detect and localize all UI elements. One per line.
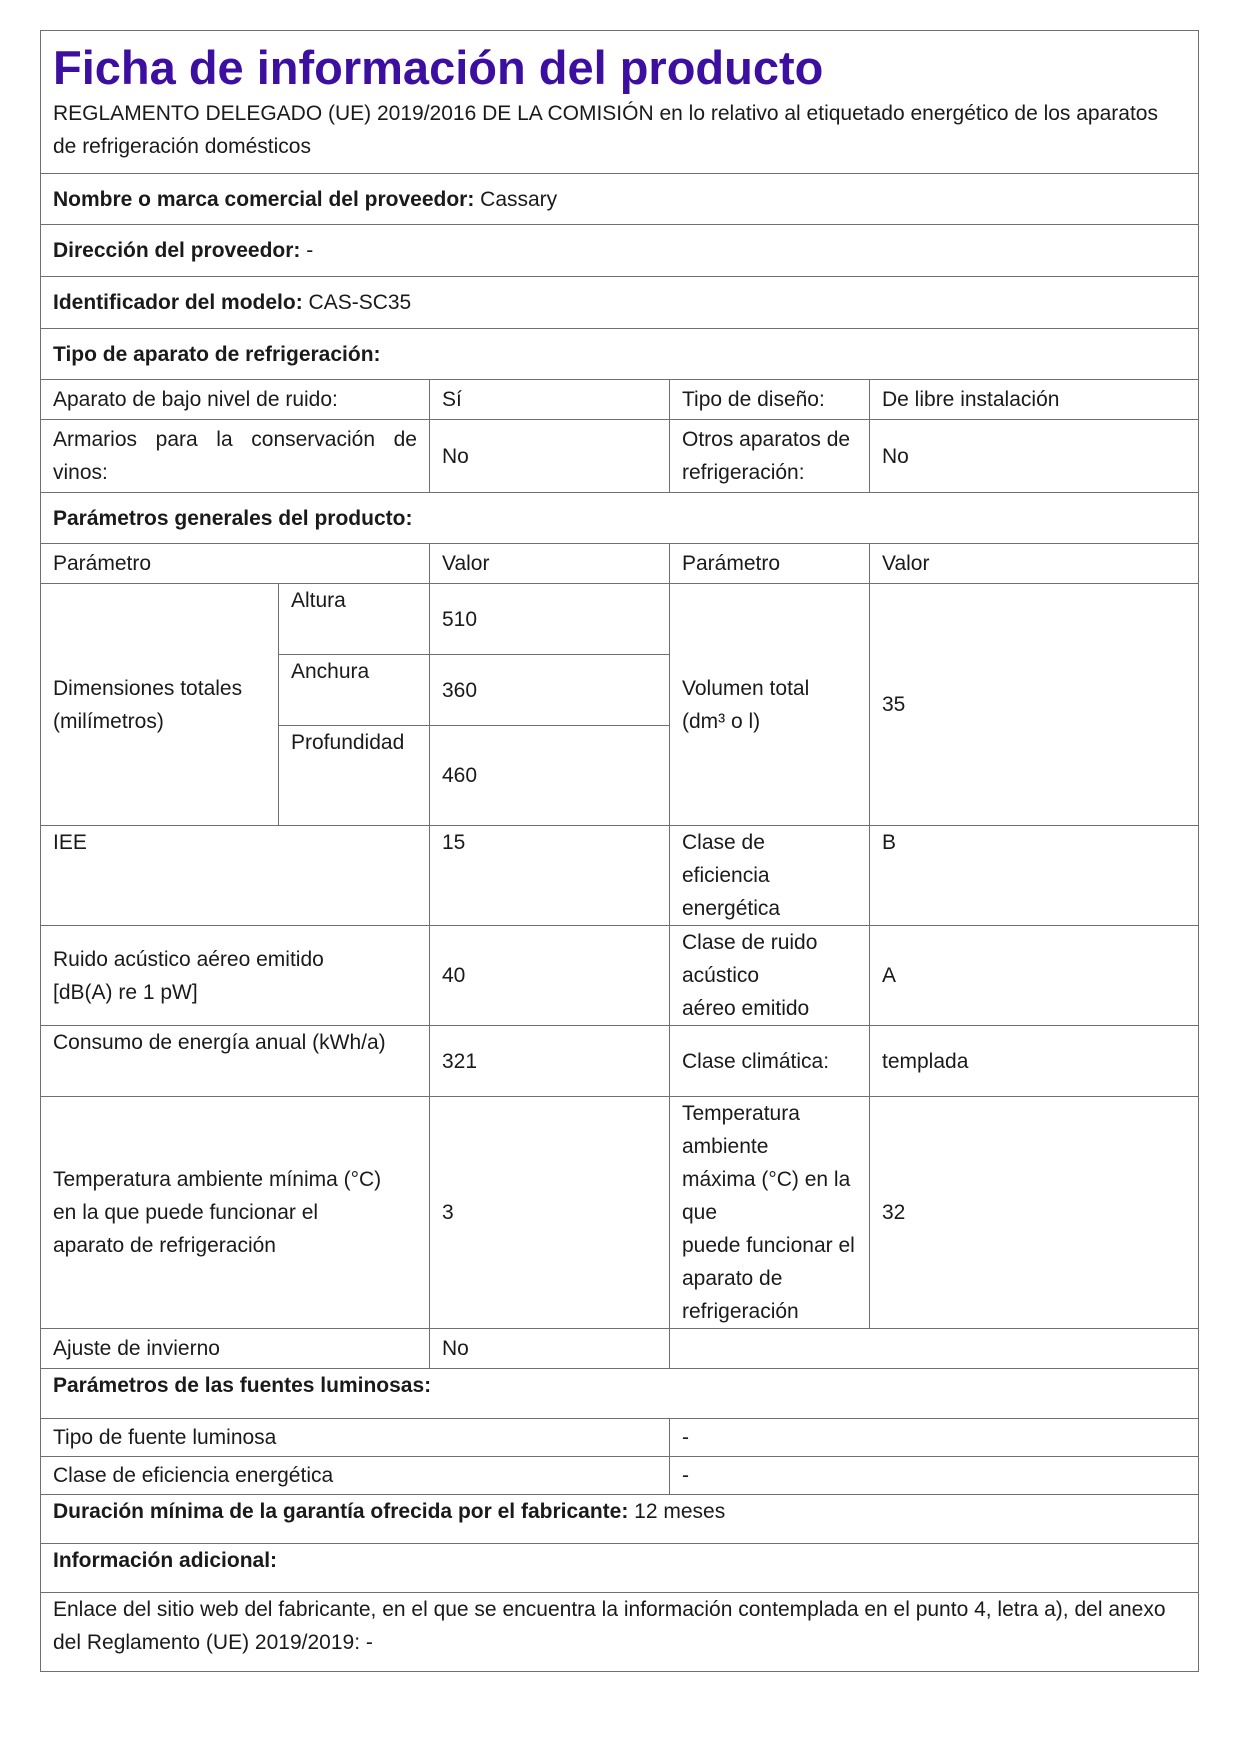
noise-class-label-line-1: Clase de ruido acústico: [682, 931, 818, 987]
product-info-sheet: [40, 30, 1198, 1672]
tmax-label-line-4: aparato de refrigeración: [682, 1267, 799, 1323]
light-type-row: [41, 1419, 1199, 1457]
additional-text-row: [41, 1593, 1199, 1672]
supplier-address-row: [41, 225, 1199, 277]
width-value: 360: [430, 655, 670, 726]
low-noise-label: Aparato de bajo nivel de ruido:: [41, 380, 430, 420]
depth-value: 460: [430, 726, 670, 826]
tmin-label: [41, 1097, 430, 1329]
model-label: Identificador del modelo:: [53, 291, 303, 314]
volume-value: 35: [870, 584, 1199, 826]
winter-row: [41, 1329, 1199, 1369]
supplier-name-row: [41, 174, 1199, 225]
noise-row: [41, 926, 1199, 1026]
light-heading-row: [41, 1369, 1199, 1419]
annual-consumption-label: Consumo de energía anual (kWh/a): [41, 1026, 430, 1097]
noise-label-line-1: Ruido acústico aéreo emitido: [53, 947, 324, 971]
noise-class-value: A: [870, 926, 1199, 1026]
light-class-label: Clase de eficiencia energética: [41, 1457, 670, 1495]
tmin-label-line-3: aparato de refrigeración: [53, 1234, 276, 1257]
supplier-name-label: Nombre o marca comercial del proveedor:: [53, 187, 475, 211]
depth-label: Profundidad: [279, 726, 430, 826]
noise-value: 40: [430, 926, 670, 1026]
model-cell: [41, 277, 1199, 329]
col-value-right: Valor: [870, 544, 1199, 584]
efficiency-class-label-line-2: energética: [682, 897, 781, 920]
appliance-type-heading-row: [41, 329, 1199, 380]
tmax-label-line-3: puede funcionar el: [682, 1234, 855, 1257]
other-label-line-2: refrigeración:: [682, 461, 805, 484]
winter-value: No: [430, 1329, 670, 1369]
supplier-name-cell: [41, 174, 1199, 225]
supplier-address-cell: [41, 225, 1199, 277]
additional-text: Enlace del sitio web del fabricante, en el que se encuentra la información contemplada en el punto 4, letra a), del anexo del Reglamento (UE) 2019/2019: -: [41, 1593, 1199, 1672]
col-param-right: Parámetro: [670, 544, 870, 584]
winter-label: Ajuste de invierno: [41, 1329, 430, 1369]
climate-class-value: templada: [870, 1026, 1199, 1097]
tmin-label-line-1: Temperatura ambiente mínima (°C): [53, 1168, 382, 1191]
eei-row: [41, 826, 1199, 926]
appliance-type-heading-text: Tipo de aparato de refrigeración:: [53, 342, 381, 366]
height-label: Altura: [279, 584, 430, 655]
page-title: Ficha de información del producto: [53, 41, 824, 94]
supplier-address-label: Dirección del proveedor:: [53, 239, 301, 262]
col-value-left: Valor: [430, 544, 670, 584]
additional-heading-text: Información adicional:: [53, 1549, 278, 1572]
annual-consumption-value: 321: [430, 1026, 670, 1097]
light-class-row: [41, 1457, 1199, 1495]
header-row: [41, 31, 1199, 174]
additional-heading-row: [41, 1544, 1199, 1593]
light-heading-text: Parámetros de las fuentes luminosas:: [53, 1374, 432, 1397]
low-noise-row: [41, 380, 1199, 420]
header-cell: [41, 31, 1199, 174]
efficiency-class-label-line-1: Clase de eficiencia: [682, 831, 770, 887]
tmax-label: [670, 1097, 870, 1329]
warranty-label: Duración mínima de la garantía ofrecida por el fabricante:: [53, 1500, 629, 1523]
dimensions-label-line-1: Dimensiones totales: [53, 676, 243, 700]
light-class-value: -: [670, 1457, 1199, 1495]
warranty-value: 12 meses: [634, 1500, 726, 1523]
additional-heading: [41, 1544, 1199, 1593]
dimensions-label-line-2: (milímetros): [53, 709, 164, 733]
light-type-value: -: [670, 1419, 1199, 1457]
product-info-table: [40, 30, 1199, 1672]
temperature-row: [41, 1097, 1199, 1329]
general-heading: [41, 493, 1199, 544]
wine-value: No: [430, 420, 670, 493]
wine-row: [41, 420, 1199, 493]
height-row: [41, 584, 1199, 655]
noise-class-label-line-2: aéreo emitido: [682, 997, 810, 1020]
model-value: CAS-SC35: [308, 291, 412, 314]
other-label-line-1: Otros aparatos de: [682, 428, 851, 451]
design-label: Tipo de diseño:: [670, 380, 870, 420]
wine-label-line-2: vinos:: [53, 461, 108, 484]
design-value: De libre instalación: [870, 380, 1199, 420]
general-heading-row: [41, 493, 1199, 544]
supplier-address-value: -: [306, 239, 314, 262]
tmax-label-line-2: máxima (°C) en la que: [682, 1168, 851, 1224]
general-column-header-row: [41, 544, 1199, 584]
page-subtitle: REGLAMENTO DELEGADO (UE) 2019/2016 DE LA COMISIÓN en lo relativo al etiquetado energético de los aparatos de refrigeración domésticos: [53, 102, 1158, 158]
wine-label-line-1: Armarios para la conservación de: [53, 428, 417, 451]
other-value: No: [870, 420, 1199, 493]
supplier-name-value: Cassary: [480, 187, 558, 211]
climate-class-label: Clase climática:: [670, 1026, 870, 1097]
warranty-row: [41, 1495, 1199, 1544]
warranty-cell: [41, 1495, 1199, 1544]
volume-label: Volumen total (dm³ o l): [670, 584, 870, 826]
low-noise-value: Sí: [430, 380, 670, 420]
other-label: [670, 420, 870, 493]
noise-label-line-2: [dB(A) re 1 pW]: [53, 980, 198, 1004]
efficiency-class-label: [670, 826, 870, 926]
general-heading-text: Parámetros generales del producto:: [53, 506, 413, 530]
tmin-label-line-2: en la que puede funcionar el: [53, 1201, 319, 1224]
light-type-label: Tipo de fuente luminosa: [41, 1419, 670, 1457]
light-heading: [41, 1369, 1199, 1419]
eei-label: IEE: [41, 826, 430, 926]
tmin-value: 3: [430, 1097, 670, 1329]
dimensions-label: [41, 584, 279, 826]
model-row: [41, 277, 1199, 329]
height-value: 510: [430, 584, 670, 655]
efficiency-class-value: B: [870, 826, 1199, 926]
annual-consumption-row: [41, 1026, 1199, 1097]
tmax-label-line-1: Temperatura ambiente: [682, 1102, 800, 1158]
wine-label: [41, 420, 430, 493]
col-param-left: Parámetro: [41, 544, 430, 584]
width-label: Anchura: [279, 655, 430, 726]
noise-class-label: [670, 926, 870, 1026]
eei-value: 15: [430, 826, 670, 926]
tmax-value: 32: [870, 1097, 1199, 1329]
noise-label: [41, 926, 430, 1026]
winter-empty-cell: [670, 1329, 1199, 1369]
appliance-type-heading: [41, 329, 1199, 380]
